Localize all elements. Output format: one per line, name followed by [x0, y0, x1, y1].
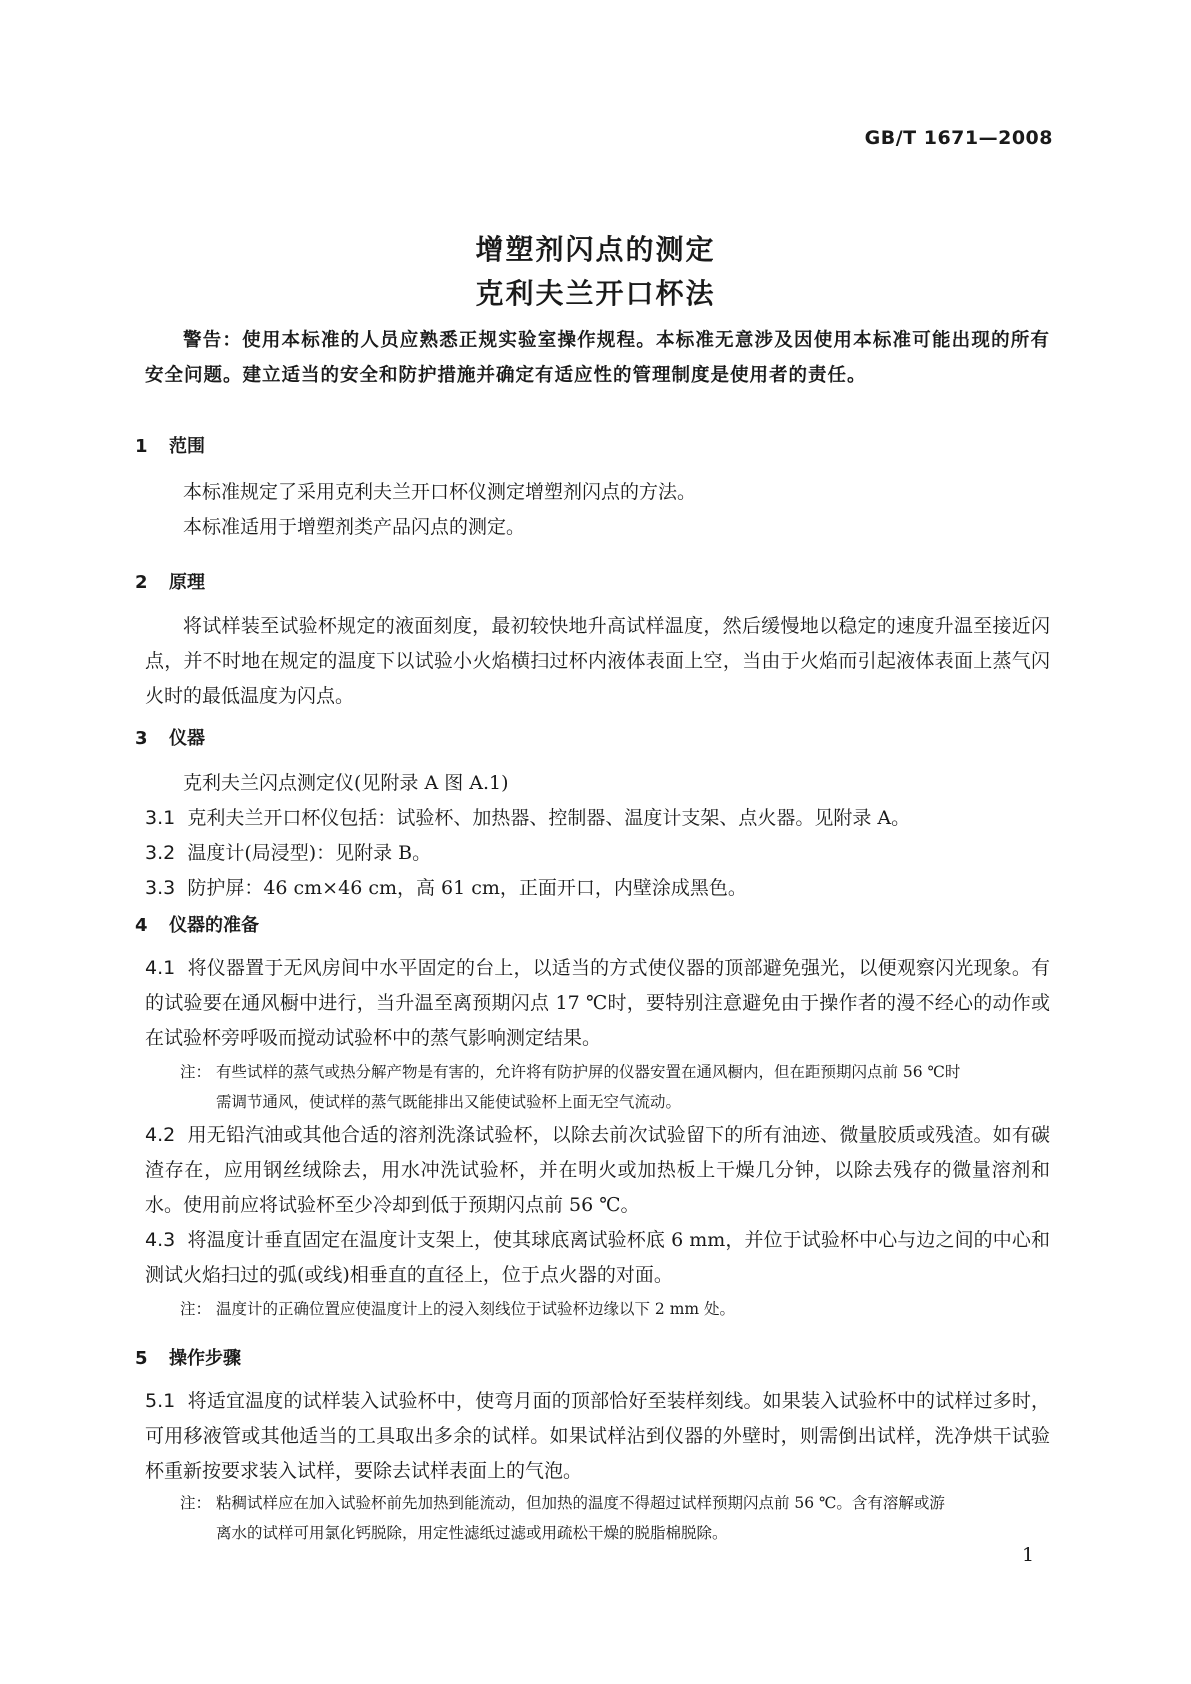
section-title: 原理: [169, 572, 205, 593]
section-1-body: [145, 475, 1050, 545]
section-4-clause-2: [145, 1118, 1050, 1223]
note-text: 需调节通风，使试样的蒸气既能排出又能使试验杯上面无空气流动。: [216, 1093, 682, 1111]
clause-text: 克利夫兰开口杯仪包括：试验杯、加热器、控制器、温度计支架、点火器。见附录 A。: [187, 807, 911, 829]
section-4-heading: [135, 911, 259, 937]
clause-text: 温度计(局浸型)：见附录 B。: [187, 842, 432, 864]
clause-number: 4.1: [145, 957, 176, 979]
section-3-body: [145, 766, 1050, 906]
section-number: 5: [135, 1348, 148, 1369]
warning-block: [145, 323, 1050, 393]
clause-number: 3.1: [145, 807, 176, 829]
clause-text: 将温度计垂直固定在温度计支架上，使其球底离试验杯底 6 mm，并位于试验杯中心与边之间的中心和测试火焰扫过的弧(或线)相垂直的直径上，位于点火器的对面。: [145, 1229, 1050, 1286]
clause-number: 4.3: [145, 1229, 176, 1251]
section-2-body: [145, 609, 1050, 714]
clause-number: 5.1: [145, 1390, 176, 1412]
paragraph: 本标准规定了采用克利夫兰开口杯仪测定增塑剂闪点的方法。: [183, 481, 697, 503]
note-label: 注：: [180, 1063, 212, 1081]
title-line-1: 增塑剂闪点的测定: [475, 233, 716, 266]
section-title: 仪器: [169, 728, 205, 749]
section-number: 2: [135, 572, 148, 593]
section-3-heading: [135, 724, 205, 750]
section-5-heading: [135, 1344, 241, 1370]
clause-4-2: [145, 1118, 1050, 1223]
clause-number: 3.2: [145, 842, 176, 864]
section-5-clause-1: [145, 1384, 1050, 1489]
section-title: 仪器的准备: [169, 915, 259, 936]
section-number: 3: [135, 728, 148, 749]
warning-text: 警告：使用本标准的人员应熟悉正规实验室操作规程。本标准无意涉及因使用本标准可能出现的所有安全问题。建立适当的安全和防护措施并确定有适应性的管理制度是使用者的责任。: [145, 330, 1050, 386]
section-2-heading: [135, 568, 205, 594]
note-label: 注：: [180, 1494, 212, 1512]
section-4-clause-3: [145, 1223, 1050, 1293]
clause-4-3: [145, 1223, 1050, 1293]
clause-text: 用无铅汽油或其他合适的溶剂洗涤试验杯，以除去前次试验留下的所有油迹、微量胶质或残渣。如有碳渣存在，应用钢丝绒除去，用水冲洗试验杯，并在明火或加热板上干燥几分钟，以除去残存的微量溶剂和水。使用前应将试验杯至少冷却到低于预期闪点前 56 ℃。: [145, 1124, 1050, 1216]
clause-number: 4.2: [145, 1124, 176, 1146]
section-number: 4: [135, 915, 148, 936]
clause-text: 将适宜温度的试样装入试验杯中，使弯月面的顶部恰好至装样刻线。如果装入试验杯中的试样过多时，可用移液管或其他适当的工具取出多余的试样。如果试样沾到仪器的外壁时，则需倒出试样，洗净烘干试验杯重新按要求装入试样，要除去试样表面上的气泡。: [145, 1390, 1050, 1482]
paragraph: 克利夫兰闪点测定仪(见附录 A 图 A.1): [183, 772, 509, 794]
page-number: 1: [1022, 1544, 1035, 1566]
note-4-3: [180, 1294, 1045, 1324]
section-number: 1: [135, 436, 148, 457]
clause-3-2: [145, 836, 1050, 871]
paragraph: 将试样装至试验杯规定的液面刻度，最初较快地升高试样温度，然后缓慢地以稳定的速度升温至接近闪点，并不时地在规定的温度下以试验小火焰横扫过杯内液体表面上空，当由于火焰而引起液体表面上蒸气闪火时的最低温度为闪点。: [145, 615, 1050, 707]
note-5-1: [180, 1488, 1045, 1548]
note-text: 有些试样的蒸气或热分解产物是有害的，允许将有防护屏的仪器安置在通风橱内，但在距预期闪点前 56 ℃时: [216, 1063, 961, 1081]
clause-3-3: [145, 871, 1050, 906]
section-4-clause-1: [145, 951, 1050, 1056]
standard-number: GB/T 1671—2008: [864, 127, 1053, 149]
note-text: 离水的试样可用氯化钙脱除，用定性滤纸过滤或用疏松干燥的脱脂棉脱除。: [216, 1524, 728, 1542]
section-1-heading: [135, 432, 205, 458]
paragraph: 本标准适用于增塑剂类产品闪点的测定。: [183, 516, 526, 538]
clause-text: 将仪器置于无风房间中水平固定的台上，以适当的方式使仪器的顶部避免强光，以便观察闪光现象。有的试验要在通风橱中进行，当升温至离预期闪点 17 ℃时，要特别注意避免由于操作者的漫不经心的动作或在试验杯旁呼吸而搅动试验杯中的蒸气影响测定结果。: [145, 957, 1050, 1049]
note-4-1: [180, 1057, 1045, 1117]
note-label: 注：: [180, 1300, 212, 1318]
note-text: 粘稠试样应在加入试验杯前先加热到能流动，但加热的温度不得超过试样预期闪点前 56 ℃。含有溶解或游: [216, 1494, 945, 1512]
clause-text: 防护屏：46 cm×46 cm，高 61 cm，正面开口，内壁涂成黑色。: [187, 877, 747, 899]
clause-3-1: [145, 801, 1050, 836]
title-line-2: 克利夫兰开口杯法: [475, 277, 716, 310]
section-title: 范围: [169, 436, 205, 457]
section-title: 操作步骤: [169, 1348, 241, 1369]
clause-4-1: [145, 951, 1050, 1056]
clause-5-1: [145, 1384, 1050, 1489]
clause-number: 3.3: [145, 877, 176, 899]
note-text: 温度计的正确位置应使温度计上的浸入刻线位于试验杯边缘以下 2 mm 处。: [216, 1300, 736, 1318]
